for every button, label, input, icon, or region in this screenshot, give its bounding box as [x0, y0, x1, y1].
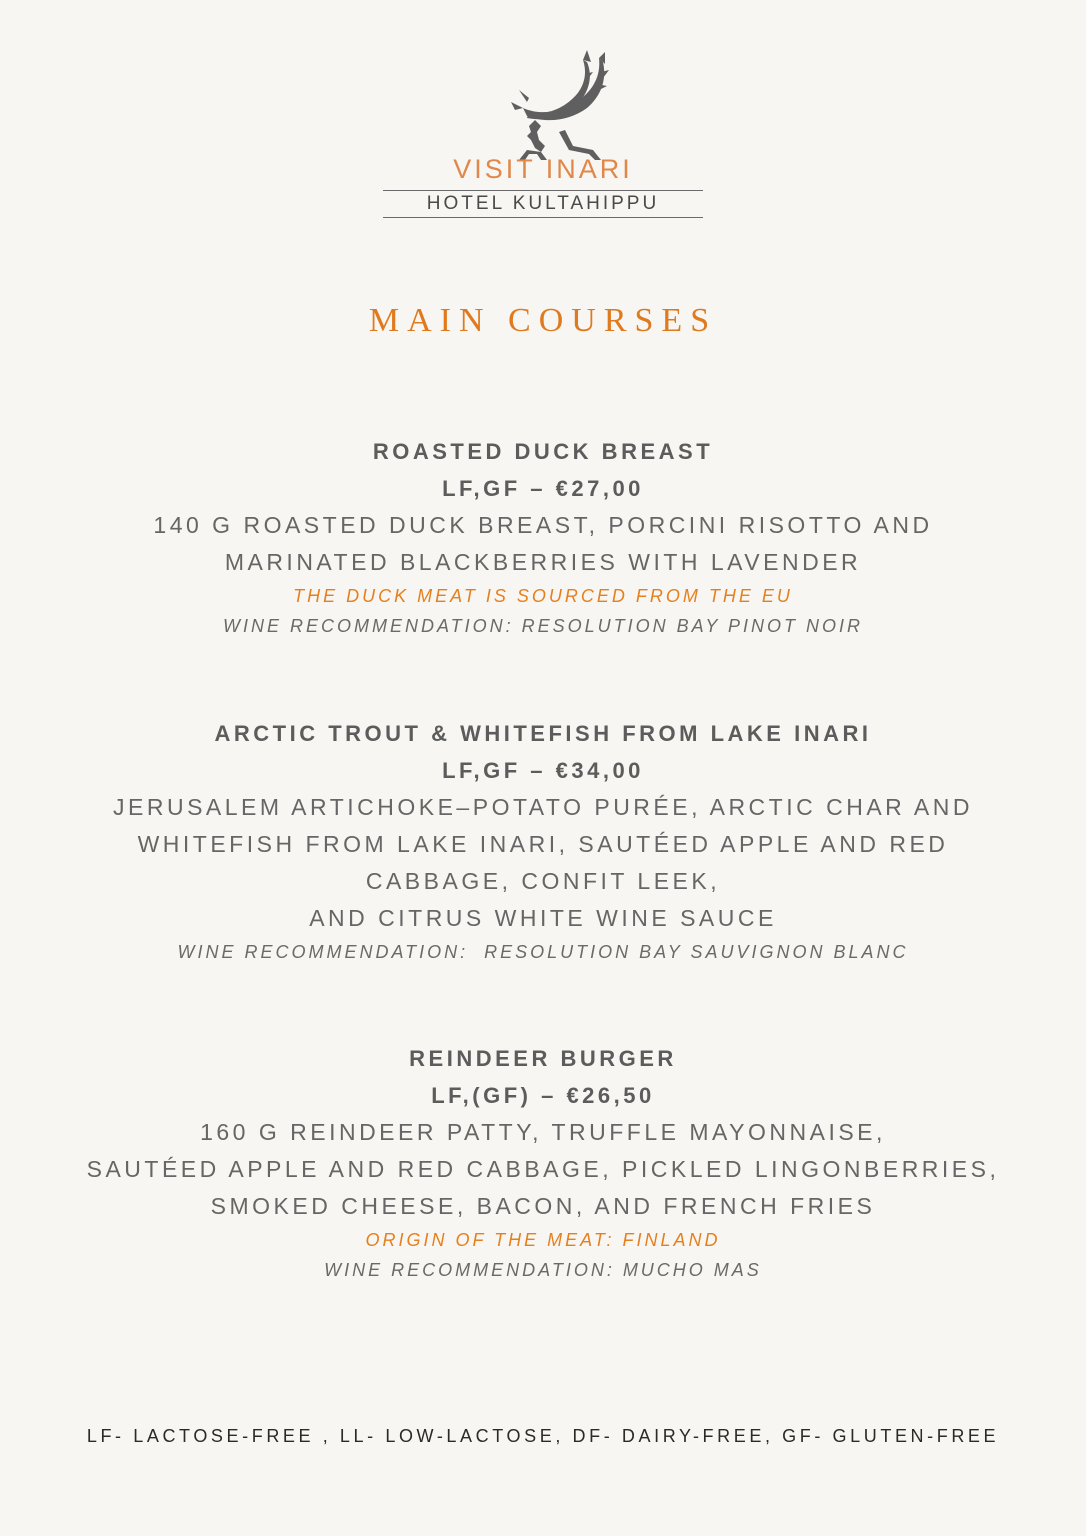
logo-divider-bottom [383, 217, 703, 218]
wine-recommendation: WINE RECOMMENDATION: RESOLUTION BAY PINOT NOIR [222, 616, 864, 636]
dietary-legend: LF- LACTOSE-FREE , LL- LOW-LACTOSE, DF- DAIRY-FREE, GF- GLUTEN-FREE [86, 1426, 1000, 1446]
logo-divider-top [383, 190, 703, 191]
dish-description-line: AND CITRUS WHITE WINE SAUCE [309, 905, 777, 931]
dish-description-line: JERUSALEM ARTICHOKE–POTATO PURÉE, ARCTIC CHAR AND [113, 794, 973, 820]
dish-description-line: MARINATED BLACKBERRIES WITH LAVENDER [224, 549, 862, 575]
dish-price: LF,(GF) – €26,50 [431, 1083, 655, 1108]
dish-description-line: CABBAGE, CONFIT LEEK, [365, 868, 721, 894]
page-title: MAIN COURSES [368, 302, 718, 339]
dish-price: LF,GF – €27,00 [442, 476, 644, 501]
dish-description-line: 140 G ROASTED DUCK BREAST, PORCINI RISOTTO AND [153, 512, 933, 538]
dish-description-line: SAUTÉED APPLE AND RED CABBAGE, PICKLED LINGONBERRIES, [86, 1156, 1000, 1182]
logo-title: VISIT INARI [453, 154, 633, 184]
dish-origin-note: THE DUCK MEAT IS SOURCED FROM THE EU [293, 586, 793, 606]
reindeer-icon [501, 50, 611, 160]
dish-price: LF,GF – €34,00 [442, 758, 644, 783]
menu-item [0, 1040, 1086, 1285]
hotel-logo [383, 50, 703, 222]
menu-item [0, 715, 1086, 967]
dish-name: REINDEER BURGER [409, 1046, 677, 1071]
wine-recommendation: WINE RECOMMENDATION: RESOLUTION BAY SAUVIGNON BLANC [177, 942, 909, 962]
dish-description-line: 160 G REINDEER PATTY, TRUFFLE MAYONNAISE, [200, 1119, 886, 1145]
dish-name: ROASTED DUCK BREAST [372, 439, 714, 464]
wine-recommendation: WINE RECOMMENDATION: MUCHO MAS [324, 1260, 762, 1280]
dish-description-line: WHITEFISH FROM LAKE INARI, SAUTÉED APPLE AND RED [137, 831, 949, 857]
logo-subtitle: HOTEL KULTAHIPPU [426, 193, 660, 214]
dish-description-line: SMOKED CHEESE, BACON, AND FRENCH FRIES [210, 1193, 876, 1219]
dish-name: ARCTIC TROUT & WHITEFISH FROM LAKE INARI [214, 721, 872, 746]
dish-origin-note: ORIGIN OF THE MEAT: FINLAND [365, 1230, 721, 1250]
menu-item [0, 433, 1086, 641]
